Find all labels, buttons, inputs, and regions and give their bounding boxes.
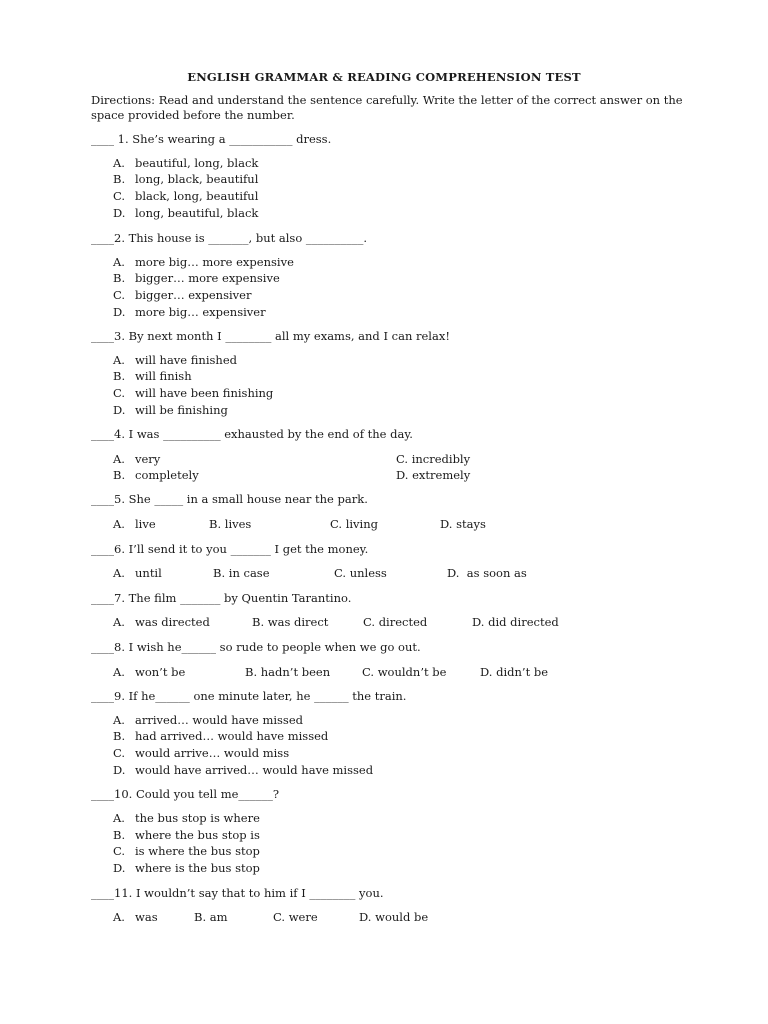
q2-option-b: B. bigger… more expensive	[113, 271, 280, 285]
q2-option-d: D. more big… expensiver	[113, 305, 266, 319]
q9-option-a: A. arrived… would have missed	[113, 713, 303, 727]
q5-option-c: C. living	[330, 517, 378, 531]
q7-option-d: D. did directed	[472, 615, 559, 629]
q1-option-b: B. long, black, beautiful	[113, 172, 259, 186]
q8-option-d: D. didn’t be	[480, 665, 549, 679]
q11-option-b: B. am	[194, 910, 228, 924]
question-10: ____10. Could you tell me______?	[91, 787, 280, 801]
q1-option-d: D. long, beautiful, black	[113, 206, 259, 220]
q4-option-a: A. very	[113, 452, 161, 466]
q3-option-d: D. will be finishing	[113, 403, 228, 417]
q8-option-a: A. won’t be	[113, 665, 186, 679]
q6-option-b: B. in case	[213, 566, 270, 580]
q6-option-d: D. as soon as	[447, 566, 527, 580]
q9-option-d: D. would have arrived… would have missed	[113, 763, 374, 777]
q4-option-c: C. incredibly	[396, 452, 471, 466]
q7-option-c: C. directed	[363, 615, 428, 629]
q2-option-c: C. bigger… expensiver	[113, 288, 252, 302]
q7-option-b: B. was direct	[252, 615, 329, 629]
question-6: ____6. I’ll send it to you _______ I get the money.	[91, 542, 369, 556]
q11-option-c: C. were	[273, 910, 318, 924]
q1-option-a: A. beautiful, long, black	[113, 156, 259, 170]
q6-option-c: C. unless	[334, 566, 387, 580]
question-8: ____8. I wish he______ so rude to people when we go out.	[91, 640, 421, 654]
q10-option-c: C. is where the bus stop	[113, 844, 260, 858]
q3-option-b: B. will finish	[113, 369, 192, 383]
q11-option-a: A. was	[113, 910, 158, 924]
q11-option-d: D. would be	[359, 910, 429, 924]
q2-option-a: A. more big… more expensive	[113, 255, 294, 269]
q5-option-a: A. live	[113, 517, 156, 531]
q9-option-b: B. had arrived… would have missed	[113, 729, 329, 743]
q5-option-b: B. lives	[209, 517, 252, 531]
page-title: ENGLISH GRAMMAR & READING COMPREHENSION TEST	[187, 70, 581, 84]
q4-option-d: D. extremely	[396, 468, 471, 482]
question-5: ____5. She _____ in a small house near the park.	[91, 492, 368, 506]
question-3: ____3. By next month I ________ all my exams, and I can relax!	[91, 329, 450, 343]
q4-option-b: B. completely	[113, 468, 199, 482]
q7-option-a: A. was directed	[113, 615, 210, 629]
question-2: ____2. This house is _______, but also __________.	[91, 231, 368, 245]
question-4: ____4. I was __________ exhausted by the end of the day.	[91, 427, 413, 441]
q10-option-b: B. where the bus stop is	[113, 828, 260, 842]
q9-option-c: C. would arrive… would miss	[113, 746, 290, 760]
q8-option-c: C. wouldn’t be	[362, 665, 447, 679]
q10-option-d: D. where is the bus stop	[113, 861, 260, 875]
question-9: ____9. If he______ one minute later, he ______ the train.	[91, 689, 407, 703]
q3-option-a: A. will have finished	[113, 353, 237, 367]
q5-option-d: D. stays	[440, 517, 486, 531]
question-11: ____11. I wouldn’t say that to him if I ________ you.	[91, 886, 384, 900]
question-1: ____ 1. She’s wearing a ___________ dress.	[91, 132, 332, 146]
q1-option-c: C. black, long, beautiful	[113, 189, 259, 203]
question-7: ____7. The film _______ by Quentin Tarantino.	[91, 591, 352, 605]
q3-option-c: C. will have been finishing	[113, 386, 274, 400]
q6-option-a: A. until	[113, 566, 162, 580]
q10-option-a: A. the bus stop is where	[113, 811, 260, 825]
directions-text: Directions: Read and understand the sentence carefully. Write the letter of the correct answer on the space provided before the number.	[91, 93, 683, 122]
q8-option-b: B. hadn’t been	[245, 665, 331, 679]
